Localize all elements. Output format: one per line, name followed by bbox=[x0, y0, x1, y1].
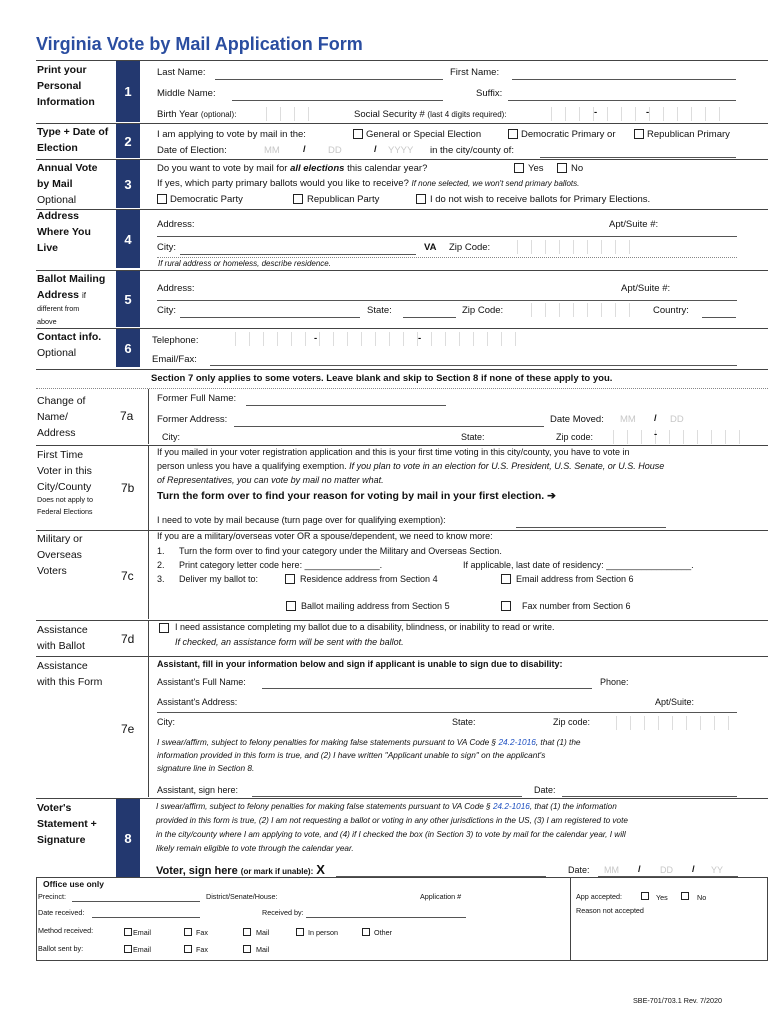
s8-p2: provided in this form is true, (2) I am not requesting a ballot or voting in any other jurisdictions in the US, (3) I am registered to vote bbox=[156, 816, 628, 825]
date-of-election-label: Date of Election: bbox=[157, 145, 227, 156]
form-footer-code: SBE-701/703.1 Rev. 7/2020 bbox=[633, 996, 722, 1005]
assistant-date-label: Date: bbox=[534, 785, 556, 795]
no-primary-checkbox[interactable] bbox=[416, 194, 426, 204]
s7b-need: I need to vote by mail because (turn page over for qualifying exemption): bbox=[157, 515, 446, 525]
s7c-label: Military or Overseas Voters bbox=[37, 533, 83, 577]
s8-label: Voter's Statement + Signature bbox=[37, 802, 97, 846]
telephone-label: Telephone: bbox=[152, 335, 199, 346]
rep-primary-label: Republican Primary bbox=[647, 129, 730, 140]
office-received-by-field[interactable] bbox=[306, 917, 466, 918]
voter-date-label: Date: bbox=[568, 865, 590, 875]
dem-party-checkbox[interactable] bbox=[157, 194, 167, 204]
annual-no-label: No bbox=[571, 163, 584, 174]
s5-country-label: Country: bbox=[653, 305, 689, 316]
annual-yes-checkbox[interactable] bbox=[514, 163, 524, 173]
voter-date-yy[interactable]: YY bbox=[711, 865, 724, 875]
middle-name-label: Middle Name: bbox=[157, 88, 216, 99]
s7a-zip-label: Zip code: bbox=[556, 432, 594, 442]
sent-email-label: Email bbox=[133, 945, 151, 954]
sent-mail-label: Mail bbox=[256, 945, 270, 954]
section-1-number: 1 bbox=[116, 61, 140, 122]
annual-question: Do you want to vote by mail for all elections this calendar year? bbox=[157, 163, 428, 174]
office-app-num: Application # bbox=[420, 892, 462, 901]
s4-zip-boxes[interactable] bbox=[504, 240, 630, 254]
s8-p3: in the city/county where I am applying to vote, and (4) if I checked the box (in Section 3) to vote by mail for the calendar year, I will bbox=[156, 830, 626, 839]
no-primary-label: I do not wish to receive ballots for Primary Elections. bbox=[430, 194, 651, 205]
s7a-city-label: City: bbox=[162, 432, 180, 442]
sent-fax-checkbox[interactable] bbox=[184, 945, 192, 953]
assistant-name-field[interactable] bbox=[262, 688, 592, 689]
accepted-no-checkbox[interactable] bbox=[681, 892, 689, 900]
voter-date-dd[interactable]: DD bbox=[660, 865, 673, 875]
s7a-state-label: State: bbox=[461, 432, 485, 442]
section-7-note: Section 7 only applies to some voters. Leave blank and skip to Section 8 if none of these apply to you. bbox=[151, 373, 613, 384]
s7c-n3: 3. bbox=[157, 574, 165, 584]
accepted-no-label: No bbox=[697, 893, 707, 902]
deliver-residence-checkbox[interactable] bbox=[285, 574, 295, 584]
s5-state-label: State: bbox=[367, 305, 392, 316]
assistant-name-label: Assistant's Full Name: bbox=[157, 677, 246, 687]
s7e-swear-1: I swear/affirm, subject to felony penalties for making false statements pursuant to VA Code § 24.2-1016, that (1) the bbox=[157, 737, 581, 747]
s6-label: Contact info. bbox=[37, 331, 102, 343]
s4-apt-label: Apt/Suite #: bbox=[609, 219, 659, 230]
office-accepted: App accepted: bbox=[576, 892, 622, 901]
s4-state-va: VA bbox=[424, 242, 437, 253]
assistant-address-field[interactable] bbox=[157, 712, 737, 713]
office-district: District/Senate/House: bbox=[206, 892, 278, 901]
telephone-boxes[interactable] bbox=[222, 332, 516, 346]
election-mm[interactable]: MM bbox=[264, 145, 280, 156]
deliver-residence-label: Residence address from Section 4 bbox=[300, 574, 438, 584]
assistant-sign-label: Assistant, sign here: bbox=[157, 785, 239, 795]
moved-mm[interactable]: MM bbox=[620, 414, 636, 425]
office-precinct-field[interactable] bbox=[72, 901, 200, 902]
first-name-label: First Name: bbox=[450, 67, 500, 78]
party-question: If yes, which party primary ballots would you like to receive? If none selected, we won't send primary ballots. bbox=[157, 178, 580, 189]
ssn-boxes[interactable] bbox=[538, 107, 720, 121]
method-email-label: Email bbox=[133, 928, 151, 937]
deliver-email-label: Email address from Section 6 bbox=[516, 574, 634, 584]
s8-p1: I swear/affirm, subject to felony penalties for making false statements pursuant to VA Code § 24.2-1016, that (1) the information bbox=[156, 802, 617, 811]
sent-fax-label: Fax bbox=[196, 945, 208, 954]
office-ballot-sent: Ballot sent by: bbox=[38, 944, 84, 953]
method-fax-label: Fax bbox=[196, 928, 208, 937]
s7c-i3: Deliver my ballot to: bbox=[179, 574, 259, 584]
s2-label: Type + Date of Election bbox=[37, 126, 109, 154]
section-7b-number: 7b bbox=[121, 481, 135, 495]
last-name-field[interactable] bbox=[215, 79, 443, 80]
assistant-address-label: Assistant's Address: bbox=[157, 697, 238, 707]
suffix-field[interactable] bbox=[508, 100, 736, 101]
assistant-zip-label: Zip code: bbox=[553, 717, 591, 727]
email-fax-label: Email/Fax: bbox=[152, 354, 197, 365]
method-inperson-checkbox[interactable] bbox=[296, 928, 304, 936]
assistant-phone-label: Phone: bbox=[600, 677, 629, 687]
moved-dd[interactable]: DD bbox=[670, 414, 684, 425]
assistant-zip-boxes[interactable] bbox=[603, 716, 729, 730]
deliver-fax-checkbox[interactable] bbox=[501, 601, 511, 611]
s7e-label: Assistance with this Form bbox=[37, 660, 103, 688]
s7a-label: Change of Name/ Address bbox=[37, 395, 86, 439]
assistant-city-label: City: bbox=[157, 717, 175, 727]
former-address-field[interactable] bbox=[234, 426, 544, 427]
sent-mail-checkbox[interactable] bbox=[243, 945, 251, 953]
va-code-link-8[interactable]: 24.2-1016 bbox=[492, 802, 530, 811]
applying-label: I am applying to vote by mail in the: bbox=[157, 129, 306, 140]
s5-apt-label: Apt/Suite #: bbox=[621, 283, 671, 294]
s7d-label: Assistance with Ballot bbox=[37, 624, 88, 652]
s7e-swear-2: information provided in this form is true, and (2) I have written "Applicant unable to sign" on the applicant's bbox=[157, 750, 546, 760]
rep-party-checkbox[interactable] bbox=[293, 194, 303, 204]
section-8-number: 8 bbox=[116, 799, 140, 877]
s7c-intro: If you are a military/overseas voter OR a spouse/dependent, we need to know more: bbox=[157, 531, 493, 541]
ssn-label: Social Security # (last 4 digits required): bbox=[354, 109, 507, 120]
dem-party-label: Democratic Party bbox=[170, 194, 243, 205]
s7b-note-2: Federal Elections bbox=[37, 507, 93, 516]
s5-country-field[interactable] bbox=[702, 317, 736, 318]
former-name-label: Former Full Name: bbox=[157, 393, 237, 404]
assistant-state-label: State: bbox=[452, 717, 476, 727]
method-other-label: Other bbox=[374, 928, 392, 937]
middle-name-field[interactable] bbox=[232, 100, 443, 101]
method-other-checkbox[interactable] bbox=[362, 928, 370, 936]
deliver-mailing-label: Ballot mailing address from Section 5 bbox=[301, 601, 450, 611]
s5-zip-label: Zip Code: bbox=[462, 305, 504, 316]
s7b-p1: If you mailed in your voter registration application and this is your first time voting in this city/county, you have to vote in bbox=[157, 447, 630, 457]
first-name-field[interactable] bbox=[512, 79, 736, 80]
method-fax-checkbox[interactable] bbox=[184, 928, 192, 936]
ssn-dash-1: - bbox=[594, 107, 598, 118]
accepted-yes-checkbox[interactable] bbox=[641, 892, 649, 900]
s7b-label: First Time Voter in this City/County bbox=[37, 449, 92, 493]
section-5-number: 5 bbox=[116, 271, 140, 327]
s7b-p3: of Representatives, you can vote by mail no matter what. bbox=[157, 475, 384, 485]
deliver-fax-label: Fax number from Section 6 bbox=[522, 601, 631, 611]
rural-note: If rural address or homeless, describe residence. bbox=[158, 259, 331, 268]
voter-date-slash-2: / bbox=[692, 864, 695, 875]
method-email-checkbox[interactable] bbox=[124, 928, 132, 936]
election-city-field[interactable] bbox=[540, 157, 736, 158]
sent-email-checkbox[interactable] bbox=[124, 945, 132, 953]
dem-primary-label: Democratic Primary or bbox=[521, 129, 616, 140]
s7e-head: Assistant, fill in your information below and sign if applicant is unable to sign due to disability: bbox=[157, 659, 563, 669]
s5-note-1: different from bbox=[37, 304, 80, 313]
s7b-p2: person unless you have a qualifying exemption. If you plan to vote in an election for U.S. President, U.S. Senate, or U.S. House bbox=[157, 461, 665, 471]
election-dd[interactable]: DD bbox=[328, 145, 342, 156]
assistance-ballot-checkbox[interactable] bbox=[159, 623, 169, 633]
general-election-label: General or Special Election bbox=[366, 129, 482, 140]
method-mail-checkbox[interactable] bbox=[243, 928, 251, 936]
s7a-zip-boxes[interactable] bbox=[600, 430, 740, 444]
office-head: Office use only bbox=[43, 879, 104, 889]
s5-state-field[interactable] bbox=[403, 317, 456, 318]
s5-note-2: above bbox=[37, 317, 57, 326]
s4-city-field[interactable] bbox=[180, 254, 416, 255]
annual-yes-label: Yes bbox=[528, 163, 544, 174]
s5-zip-boxes[interactable] bbox=[518, 303, 630, 317]
birth-year-label: Birth Year (optional): bbox=[157, 109, 237, 120]
section-7c-number: 7c bbox=[121, 569, 134, 583]
s5-label: Ballot Mailing Address if bbox=[37, 273, 106, 301]
assistant-signature-field[interactable] bbox=[252, 796, 522, 797]
birth-year-boxes[interactable] bbox=[253, 107, 309, 121]
election-city-label: in the city/county of: bbox=[430, 145, 514, 156]
accepted-yes-label: Yes bbox=[656, 893, 668, 902]
deliver-email-checkbox[interactable] bbox=[501, 574, 511, 584]
office-date-received-field[interactable] bbox=[92, 917, 200, 918]
s7a-zip-dash: - bbox=[654, 429, 658, 440]
date-moved-label: Date Moved: bbox=[550, 414, 604, 425]
rep-primary-checkbox[interactable] bbox=[634, 129, 644, 139]
general-election-checkbox[interactable] bbox=[353, 129, 363, 139]
s7c-i2a: Print category letter code here: _______________. bbox=[179, 560, 383, 570]
former-address-label: Former Address: bbox=[157, 414, 228, 425]
s4-city-label: City: bbox=[157, 242, 176, 253]
rep-party-label: Republican Party bbox=[307, 194, 380, 205]
voter-date-slash-1: / bbox=[638, 864, 641, 875]
method-mail-label: Mail bbox=[256, 928, 270, 937]
office-date-received: Date received: bbox=[38, 908, 85, 917]
section-4-number: 4 bbox=[116, 210, 140, 268]
s7e-swear-3: signature line in Section 8. bbox=[157, 763, 255, 773]
s7b-note-1: Does not apply to bbox=[37, 495, 93, 504]
office-reason: Reason not accepted bbox=[576, 906, 644, 915]
s5-city-label: City: bbox=[157, 305, 176, 316]
s7d-p2: If checked, an assistance form will be sent with the ballot. bbox=[175, 637, 404, 647]
deliver-mailing-checkbox[interactable] bbox=[286, 601, 296, 611]
section-3-number: 3 bbox=[116, 160, 140, 208]
assistant-apt-label: Apt/Suite: bbox=[655, 697, 695, 707]
method-inperson-label: In person bbox=[308, 928, 338, 937]
section-2-number: 2 bbox=[116, 124, 140, 158]
s7c-i1: Turn the form over to find your category under the Military and Overseas Section. bbox=[179, 546, 502, 556]
voter-date-mm[interactable]: MM bbox=[604, 865, 619, 875]
tel-dash-1: - bbox=[314, 333, 318, 344]
s7b-turn: Turn the form over to find your reason for voting by mail in your first election. ➔ bbox=[157, 490, 556, 502]
section-7e-number: 7e bbox=[121, 722, 135, 736]
moved-slash: / bbox=[654, 413, 657, 424]
election-slash-1: / bbox=[303, 144, 306, 155]
s4-address-field[interactable] bbox=[157, 236, 737, 237]
arrow-right-icon: ➔ bbox=[547, 490, 556, 502]
s4-address-label: Address: bbox=[157, 219, 195, 230]
form-title: Virginia Vote by Mail Application Form bbox=[36, 34, 363, 54]
office-precinct: Precinct: bbox=[38, 892, 66, 901]
email-fax-field[interactable] bbox=[210, 365, 737, 366]
s1-label: Print your Personal Information bbox=[37, 64, 95, 108]
s7c-n2: 2. bbox=[157, 560, 165, 570]
s7c-n1: 1. bbox=[157, 546, 165, 556]
former-name-field[interactable] bbox=[246, 405, 446, 406]
s4-label: Address Where You Live bbox=[37, 210, 91, 254]
s5-address-label: Address: bbox=[157, 283, 195, 294]
s3-label: Annual Vote by Mail Optional bbox=[37, 162, 98, 206]
s4-zip-label: Zip Code: bbox=[449, 242, 491, 253]
section-6-number: 6 bbox=[116, 329, 140, 367]
dem-primary-checkbox[interactable] bbox=[508, 129, 518, 139]
election-yyyy[interactable]: YYYY bbox=[388, 145, 414, 156]
office-method: Method received: bbox=[38, 926, 94, 935]
section-7d-number: 7d bbox=[121, 632, 135, 646]
suffix-label: Suffix: bbox=[476, 88, 503, 99]
office-received-by: Received by: bbox=[262, 908, 304, 917]
s6-optional: Optional bbox=[37, 347, 77, 359]
assistant-date-field[interactable] bbox=[562, 796, 737, 797]
s5-address-field[interactable] bbox=[157, 300, 737, 301]
voter-sign-label: Voter, sign here (or mark if unable): X bbox=[156, 862, 325, 877]
s7c-i2b: If applicable, last date of residency: _________________. bbox=[463, 560, 694, 570]
annual-no-checkbox[interactable] bbox=[557, 163, 567, 173]
s7d-p1: I need assistance completing my ballot due to a disability, blindness, or inability to read or write. bbox=[175, 622, 555, 632]
election-slash-2: / bbox=[374, 144, 377, 155]
tel-dash-2: - bbox=[418, 333, 422, 344]
section-7a-number: 7a bbox=[120, 409, 134, 423]
s8-p4: likely remain eligible to vote through the calendar year. bbox=[156, 844, 354, 853]
ssn-dash-2: - bbox=[646, 107, 650, 118]
last-name-label: Last Name: bbox=[157, 67, 206, 78]
va-code-link-7e[interactable]: 24.2-1016 bbox=[498, 737, 536, 747]
s7b-reason-field[interactable] bbox=[516, 527, 666, 528]
s5-city-field[interactable] bbox=[180, 317, 360, 318]
